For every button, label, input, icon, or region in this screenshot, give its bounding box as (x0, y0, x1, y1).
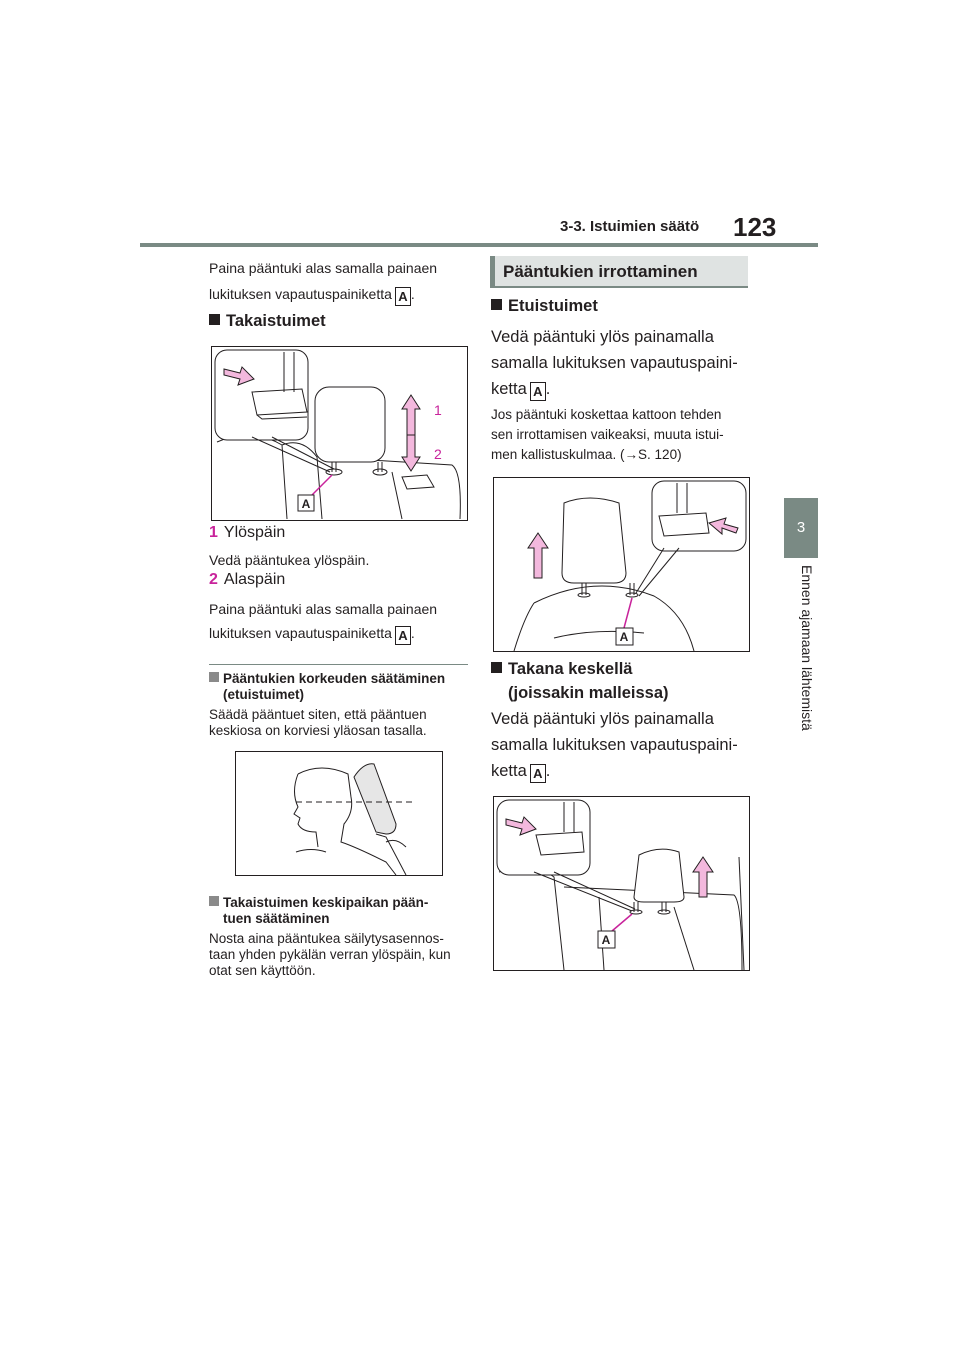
figure-head-height (235, 751, 443, 876)
front-note-line-2: sen irrottamisen vaikeaksi, muuta istui- (491, 427, 724, 442)
heading-front-seats (491, 297, 598, 316)
key-a-badge: A (395, 287, 411, 306)
front-text-line-2: samalla lukituksen vapautuspaini- (491, 354, 738, 372)
chapter-tab: 3 (784, 498, 818, 558)
intro-line-1: Paina pääntuki alas samalla painaen (209, 260, 438, 276)
key-a-badge: A (530, 382, 546, 401)
step-1-number: 1 (209, 524, 218, 541)
step-1-label: Ylöspäin (223, 524, 286, 541)
note-2-title-line-2: tuen säätäminen (223, 911, 330, 926)
step-1 (209, 524, 285, 542)
center-text-line-1: Vedä pääntuki ylös painamalla (491, 710, 714, 728)
figure-front-removal (493, 477, 750, 652)
step-2-label: Alaspäin (223, 571, 286, 588)
note-1-title-line-1: Pääntukien korkeuden säätäminen (223, 671, 446, 686)
head-height-illustration (236, 752, 442, 875)
step-2 (209, 571, 285, 589)
step-2-desc-2: lukituksen vapautuspainiketta A . (209, 625, 415, 643)
note-2-text-line-3: otat sen käyttöön. (209, 963, 316, 978)
step-2-desc-1: Paina pääntuki alas samalla painaen (209, 601, 438, 617)
square-bullet-icon (209, 896, 219, 906)
fig1-label-2: 2 (434, 446, 442, 462)
note-1-text-line-1: Säädä pääntuet siten, että pääntuen (209, 707, 427, 722)
front-text-line-3: ketta (491, 380, 527, 398)
front-text: Vedä pääntuki ylös painamalla samalla lukituksen vapautuspaini- ketta A . (491, 328, 738, 399)
page-ref-link[interactable]: S. 120) (638, 447, 682, 462)
fig4-key-a: A (601, 933, 611, 947)
chapter-label: Ennen ajamaan lähtemistä (799, 565, 815, 731)
step-1-desc: Vedä pääntukea ylöspäin. (209, 552, 370, 568)
square-bullet-icon (491, 299, 502, 310)
front-text-line-1: Vedä pääntuki ylös painamalla (491, 328, 714, 346)
note-1-title (209, 671, 445, 703)
heading-rear-seats (209, 312, 326, 331)
note-1-title-line-2: (etuistuimet) (223, 687, 304, 702)
note-2-text-line-2: taan yhden pykälän verran ylöspäin, kun (209, 947, 451, 962)
center-text: Vedä pääntuki ylös painamalla samalla lukituksen vapautuspaini- ketta A . (491, 710, 738, 781)
heading-rear-center (491, 657, 669, 705)
section-banner: Pääntukien irrottaminen (490, 256, 748, 288)
step-2-number: 2 (209, 571, 218, 588)
key-a-badge: A (530, 764, 546, 783)
note-2-text (209, 931, 451, 979)
arrow-right-icon: → (624, 447, 639, 462)
front-note (491, 405, 724, 465)
square-bullet-icon (209, 314, 220, 325)
heading-rear-center-line-1: Takana keskellä (508, 660, 633, 678)
front-note-line-1: Jos pääntuki koskettaa kattoon tehden (491, 407, 722, 422)
heading-rear-seats-text: Takaistuimet (226, 312, 326, 330)
center-text-line-3: ketta (491, 762, 527, 780)
header-rule (140, 243, 818, 247)
figure-rear-headrest (211, 346, 468, 521)
note-2-text-line-1: Nosta aina pääntukea säilytysasennos- (209, 931, 444, 946)
page-number: 123 (733, 212, 777, 242)
section-title: 3-3. Istuimien säätö (560, 218, 700, 235)
intro-line-2-text: lukituksen vapautuspainiketta (209, 286, 392, 302)
heading-front-seats-text: Etuistuimet (508, 297, 598, 315)
front-removal-illustration (494, 478, 749, 651)
key-a-badge: A (395, 626, 411, 645)
figure-rear-center-removal (493, 796, 750, 971)
intro-line-2: lukituksen vapautuspainiketta A . (209, 286, 415, 304)
note-1-text (209, 707, 427, 739)
fig1-key-a: A (301, 497, 311, 511)
fig1-label-1: 1 (434, 402, 442, 418)
square-bullet-icon (491, 662, 502, 673)
note-2-title-line-1: Takaistuimen keskipaikan pään- (223, 895, 429, 910)
note-1-text-line-2: keskiosa on korviesi yläosan tasalla. (209, 723, 427, 738)
rear-center-removal-illustration (494, 797, 749, 970)
notes-divider (209, 664, 468, 665)
front-note-line-3: men kallistuskulmaa. ( (491, 447, 625, 462)
fig3-key-a: A (619, 630, 629, 644)
center-text-line-2: samalla lukituksen vapautuspaini- (491, 736, 738, 754)
step-2-desc-2-text: lukituksen vapautuspainiketta (209, 625, 392, 641)
note-2-title (209, 895, 428, 927)
rear-headrest-illustration (212, 347, 467, 520)
heading-rear-center-line-2: (joissakin malleissa) (508, 684, 669, 702)
square-bullet-icon (209, 672, 219, 682)
